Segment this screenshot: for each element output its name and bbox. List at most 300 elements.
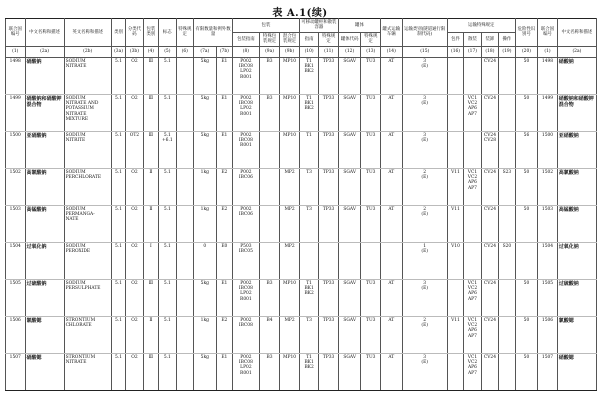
header-class: 类别 bbox=[111, 19, 125, 47]
cell-labels: 5.1 bbox=[159, 242, 176, 279]
cell-tank-code: SGAV bbox=[338, 205, 361, 242]
cell-special-pack: B3 bbox=[259, 279, 280, 316]
header-tank-special: 特殊规定 bbox=[361, 32, 381, 46]
column-number: (3a) bbox=[111, 46, 125, 57]
cell-vehicle: AT bbox=[381, 316, 403, 353]
cell-excepted-qty: E2 bbox=[216, 168, 232, 205]
cell-pt-instr: T1 bbox=[299, 131, 319, 168]
cell-transport-cat: 3 (E) bbox=[402, 57, 447, 94]
cell-cn-name-2: 硝酸钠 bbox=[557, 57, 596, 94]
cell-pt-instr: T3 bbox=[299, 168, 319, 205]
cell-bulk: VC1 VC2 AP6 AP7 bbox=[464, 94, 481, 131]
cell-class: 5.1 bbox=[111, 131, 125, 168]
cell-bulk: VC1 VC2 AP6 AP7 bbox=[464, 168, 481, 205]
cell-hazard-id: 50 bbox=[515, 57, 538, 94]
cell-excepted-qty: E1 bbox=[216, 94, 232, 131]
cell-loading: CV24 bbox=[481, 205, 498, 242]
cell-class-code: O2 bbox=[126, 353, 143, 390]
header-tanks: 罐体 bbox=[338, 19, 380, 33]
cell-packing-instr: P002 IBC08 LP02 R001 bbox=[233, 57, 260, 94]
cell-un-no-2: 1505 bbox=[538, 279, 558, 316]
header-vehicle: 罐式运输车辆 bbox=[381, 19, 403, 47]
cell-pack-group: Ⅱ bbox=[143, 205, 158, 242]
cell-pt-special: TP33 bbox=[319, 131, 339, 168]
cell-limited-qty: 5kg bbox=[194, 131, 217, 168]
cell-cn-name: 过氧化钠 bbox=[25, 242, 64, 279]
cell-class-code: O2 bbox=[126, 205, 143, 242]
cell-cn-name-2: 过硫酸钠 bbox=[557, 279, 596, 316]
column-number: (8) bbox=[233, 46, 260, 57]
cell-mixed-pack: MP10 bbox=[280, 57, 300, 94]
cell-class-code: O2 bbox=[126, 242, 143, 279]
column-number: (13) bbox=[361, 46, 381, 57]
cell-un-no-2: 1507 bbox=[538, 353, 558, 390]
column-number: (20) bbox=[515, 46, 538, 57]
column-number: (4) bbox=[143, 46, 158, 57]
cell-pt-instr bbox=[299, 242, 319, 279]
column-number: (2b) bbox=[64, 46, 111, 57]
column-number: (9b) bbox=[280, 46, 300, 57]
cell-pack-group: Ⅲ bbox=[143, 353, 158, 390]
cell-class: 5.1 bbox=[111, 316, 125, 353]
cell-mixed-pack: MP10 bbox=[280, 279, 300, 316]
cell-vehicle: AT bbox=[381, 57, 403, 94]
cell-pt-instr: T3 bbox=[299, 316, 319, 353]
cell-special-pack bbox=[259, 205, 280, 242]
cell-bulk: VC1 VC2 AP6 AP7 bbox=[464, 279, 481, 316]
cell-labels: 5.1 bbox=[159, 94, 176, 131]
column-number: (1) bbox=[538, 46, 558, 57]
cell-excepted-qty: E2 bbox=[216, 205, 232, 242]
header-limited-excepted: 有限数量和例外数量 bbox=[194, 19, 233, 47]
cell-excepted-qty: E1 bbox=[216, 131, 232, 168]
header-tank-code: 罐体代码 bbox=[338, 32, 361, 46]
cell-operation bbox=[499, 131, 515, 168]
header-special-provisions: 特殊规定 bbox=[176, 19, 193, 47]
cell-packages: V11 bbox=[447, 316, 463, 353]
cell-pack-group: Ⅱ bbox=[143, 168, 158, 205]
cell-un-no-2: 1500 bbox=[538, 131, 558, 168]
cell-hazard-id: 56 bbox=[515, 131, 538, 168]
cell-class-code: O2 bbox=[126, 94, 143, 131]
cell-tank-special: TU3 bbox=[361, 94, 381, 131]
cell-vehicle: AT bbox=[381, 168, 403, 205]
cell-mixed-pack: MP2 bbox=[280, 242, 300, 279]
header-un-no: 联合国编号 bbox=[6, 19, 26, 47]
cell-operation bbox=[499, 316, 515, 353]
cell-tank-code: SGAV bbox=[338, 94, 361, 131]
column-number: (19) bbox=[499, 46, 515, 57]
cell-loading: CV24 bbox=[481, 316, 498, 353]
cell-mixed-pack: MP10 bbox=[280, 353, 300, 390]
header-operation: 操作 bbox=[499, 32, 515, 46]
cell-special-pack bbox=[259, 131, 280, 168]
cell-cn-name-2: 高氯酸钠 bbox=[557, 168, 596, 205]
cell-cn-name-2: 亚硝酸钠 bbox=[557, 131, 596, 168]
column-number: (5) bbox=[159, 46, 176, 57]
cell-class-code: O2 bbox=[126, 57, 143, 94]
column-number: (15) bbox=[402, 46, 447, 57]
cell-pt-special: TP33 bbox=[319, 205, 339, 242]
table-row bbox=[6, 353, 597, 390]
cell-vehicle bbox=[381, 242, 403, 279]
cell-hazard-id: 50 bbox=[515, 205, 538, 242]
cell-packages bbox=[447, 57, 463, 94]
cell-vehicle: AT bbox=[381, 279, 403, 316]
cell-operation bbox=[499, 94, 515, 131]
dangerous-goods-table-wrapper bbox=[5, 18, 597, 391]
header-bulk: 散装 bbox=[464, 32, 481, 46]
cell-transport-cat: 3 (E) bbox=[402, 131, 447, 168]
cell-en-name: SODIUM PERCHLORATE bbox=[64, 168, 111, 205]
cell-packing-instr: P002 IBC08 LP02 R001 bbox=[233, 353, 260, 390]
header-pt-special: 特殊规定 bbox=[319, 32, 339, 46]
cell-cn-name: 高氯酸钠 bbox=[25, 168, 64, 205]
cell-packing-instr: P002 IBC08 LP02 R001 bbox=[233, 94, 260, 131]
cell-pt-special: TP33 bbox=[319, 353, 339, 390]
cell-class: 5.1 bbox=[111, 279, 125, 316]
column-number: (7b) bbox=[216, 46, 232, 57]
header-en-name: 英文名称和描述 bbox=[64, 19, 111, 47]
cell-pt-instr: T1 BK1 BK2 bbox=[299, 279, 319, 316]
header-packaging: 包装 bbox=[233, 19, 300, 33]
cell-class-code: OT2 bbox=[126, 131, 143, 168]
cell-tank-special: TU3 bbox=[361, 168, 381, 205]
cell-bulk bbox=[464, 131, 481, 168]
table-row bbox=[6, 279, 597, 316]
cell-packages: V10 bbox=[447, 242, 463, 279]
cell-bulk bbox=[464, 205, 481, 242]
cell-packing-instr: P002 IBC06 bbox=[233, 168, 260, 205]
cell-limited-qty: 0 bbox=[194, 242, 217, 279]
cell-hazard-id bbox=[515, 242, 538, 279]
cell-mixed-pack: MP10 bbox=[280, 131, 300, 168]
cell-excepted-qty: E1 bbox=[216, 279, 232, 316]
cell-loading: CV24 bbox=[481, 279, 498, 316]
cell-special-provisions bbox=[176, 316, 193, 353]
header-cn-name: 中文名称和描述 bbox=[25, 19, 64, 47]
header-cn-name-2: 中文名称和描述 bbox=[557, 19, 596, 47]
cell-cn-name: 过硫酸钠 bbox=[25, 279, 64, 316]
cell-loading: CV24 CV28 bbox=[481, 131, 498, 168]
cell-packages bbox=[447, 131, 463, 168]
cell-transport-cat: 2 (E) bbox=[402, 205, 447, 242]
cell-pt-special: TP33 bbox=[319, 168, 339, 205]
column-number: (9a) bbox=[259, 46, 280, 57]
cell-limited-qty: 1kg bbox=[194, 316, 217, 353]
header-pack-group: 包装类别 bbox=[143, 19, 158, 47]
cell-packing-instr: P002 IBC08 R001 bbox=[233, 131, 260, 168]
cell-un-no: 1503 bbox=[6, 205, 26, 242]
cell-tank-code: SGAV bbox=[338, 353, 361, 390]
cell-limited-qty: 5kg bbox=[194, 94, 217, 131]
cell-transport-cat: 2 (E) bbox=[402, 316, 447, 353]
header-row-1 bbox=[6, 19, 597, 33]
cell-cn-name-2: 硝酸钠和硝酸钾混合物 bbox=[557, 94, 596, 131]
column-number: (10) bbox=[299, 46, 319, 57]
cell-special-provisions bbox=[176, 57, 193, 94]
cell-bulk: VC1 VC2 AP6 AP7 bbox=[464, 316, 481, 353]
cell-pack-group: Ⅰ bbox=[143, 242, 158, 279]
table-row bbox=[6, 205, 597, 242]
cell-pt-special: TP33 bbox=[319, 316, 339, 353]
table-row bbox=[6, 316, 597, 353]
cell-pt-special: TP33 bbox=[319, 279, 339, 316]
cell-tank-code: SGAV bbox=[338, 316, 361, 353]
cell-excepted-qty: E1 bbox=[216, 57, 232, 94]
cell-pt-instr: T1 BK1 BK2 bbox=[299, 353, 319, 390]
header-labels: 标志 bbox=[159, 19, 176, 47]
column-number: (2a) bbox=[25, 46, 64, 57]
cell-loading: CV24 bbox=[481, 168, 498, 205]
cell-tank-special: TU3 bbox=[361, 57, 381, 94]
cell-un-no: 1505 bbox=[6, 279, 26, 316]
cell-hazard-id: 50 bbox=[515, 316, 538, 353]
cell-special-pack: B4 bbox=[259, 316, 280, 353]
cell-transport-cat: 3 (E) bbox=[402, 279, 447, 316]
cell-pack-group: Ⅲ bbox=[143, 57, 158, 94]
cell-labels: 5.1 bbox=[159, 57, 176, 94]
cell-en-name: SODIUM PEROXIDE bbox=[64, 242, 111, 279]
cell-mixed-pack: MP2 bbox=[280, 316, 300, 353]
cell-packages: V11 bbox=[447, 205, 463, 242]
cell-special-pack bbox=[259, 242, 280, 279]
column-number: (6) bbox=[176, 46, 193, 57]
table-row bbox=[6, 168, 597, 205]
header-transport-cat: 运输类别(隧道通行限制代码) bbox=[402, 19, 447, 47]
header-mixed-pack: 混合包装规定 bbox=[280, 32, 300, 46]
cell-limited-qty: 5kg bbox=[194, 57, 217, 94]
cell-un-no: 1506 bbox=[6, 316, 26, 353]
cell-tank-code: SGAV bbox=[338, 279, 361, 316]
cell-un-no: 1502 bbox=[6, 168, 26, 205]
cell-hazard-id: 50 bbox=[515, 353, 538, 390]
cell-hazard-id: 50 bbox=[515, 279, 538, 316]
cell-cn-name: 硝酸钠 bbox=[25, 57, 64, 94]
cell-cn-name: 氯酸锶 bbox=[25, 316, 64, 353]
table-row bbox=[6, 242, 597, 279]
cell-un-no-2: 1503 bbox=[538, 205, 558, 242]
cell-tank-special: TU3 bbox=[361, 279, 381, 316]
cell-en-name: SODIUM NITRATE AND POTASSIUM NITRATE MIXTURE bbox=[64, 94, 111, 131]
cell-loading: CV24 bbox=[481, 242, 498, 279]
column-number: (14) bbox=[381, 46, 403, 57]
cell-un-no: 1507 bbox=[6, 353, 26, 390]
cell-tank-code: SGAV bbox=[338, 57, 361, 94]
header-hazard-id: 危险性识别号 bbox=[515, 19, 538, 47]
cell-tank-code: SGAV bbox=[338, 131, 361, 168]
cell-special-pack: B3 bbox=[259, 353, 280, 390]
cell-pt-instr: T1 BK1 BK2 bbox=[299, 57, 319, 94]
cell-tank-special: TU3 bbox=[361, 205, 381, 242]
cell-class: 5.1 bbox=[111, 205, 125, 242]
cell-packages bbox=[447, 94, 463, 131]
cell-bulk bbox=[464, 57, 481, 94]
header-pt-instr: 指南 bbox=[299, 32, 319, 46]
cell-tank-special: TU3 bbox=[361, 316, 381, 353]
cell-mixed-pack: MP2 bbox=[280, 205, 300, 242]
cell-operation bbox=[499, 57, 515, 94]
cell-special-provisions bbox=[176, 353, 193, 390]
cell-en-name: SODIUM NITRATE bbox=[64, 57, 111, 94]
dangerous-goods-table bbox=[5, 18, 597, 391]
cell-pack-group: Ⅲ bbox=[143, 131, 158, 168]
cell-un-no: 1500 bbox=[6, 131, 26, 168]
column-number: (2a) bbox=[557, 46, 596, 57]
cell-operation: S20 bbox=[499, 242, 515, 279]
header-portable-tanks: 可移动罐柜和散装容器 bbox=[301, 20, 337, 31]
cell-special-provisions bbox=[176, 168, 193, 205]
cell-excepted-qty: E1 bbox=[216, 353, 232, 390]
cell-tank-special: TU3 bbox=[361, 131, 381, 168]
cell-excepted-qty: E0 bbox=[216, 242, 232, 279]
cell-vehicle: AT bbox=[381, 353, 403, 390]
cell-packing-instr: P002 IBC08 bbox=[233, 316, 260, 353]
cell-special-provisions bbox=[176, 131, 193, 168]
cell-labels: 5.1 bbox=[159, 168, 176, 205]
cell-special-pack: B3 bbox=[259, 57, 280, 94]
cell-cn-name: 硝酸锶 bbox=[25, 353, 64, 390]
table-title: 表 A.1(续) bbox=[272, 8, 328, 19]
cell-cn-name-2: 高锰酸钠 bbox=[557, 205, 596, 242]
cell-pt-special: TP33 bbox=[319, 57, 339, 94]
cell-special-provisions bbox=[176, 205, 193, 242]
cell-pt-special: TP33 bbox=[319, 94, 339, 131]
cell-limited-qty: 5kg bbox=[194, 279, 217, 316]
cell-labels: 5.1 bbox=[159, 279, 176, 316]
cell-class: 5.1 bbox=[111, 353, 125, 390]
column-number: (17) bbox=[464, 46, 481, 57]
cell-en-name: SODIUM PERMANGA- NATE bbox=[64, 205, 111, 242]
header-class-code: 分类代码 bbox=[126, 19, 143, 47]
cell-labels: 5.1 bbox=[159, 316, 176, 353]
column-number: (18) bbox=[481, 46, 498, 57]
cell-vehicle: AT bbox=[381, 94, 403, 131]
cell-un-no: 1498 bbox=[6, 57, 26, 94]
cell-operation: S23 bbox=[499, 168, 515, 205]
cell-cn-name-2: 硝酸锶 bbox=[557, 353, 596, 390]
cell-operation bbox=[499, 205, 515, 242]
cell-tank-special bbox=[361, 242, 381, 279]
cell-packing-instr: P503 IBC05 bbox=[233, 242, 260, 279]
table-row bbox=[6, 94, 597, 131]
cell-cn-name-2: 过氧化钠 bbox=[557, 242, 596, 279]
cell-excepted-qty: E2 bbox=[216, 316, 232, 353]
column-number: (3b) bbox=[126, 46, 143, 57]
cell-labels: 5.1 bbox=[159, 353, 176, 390]
column-number-row bbox=[6, 46, 597, 57]
cell-cn-name: 亚硝酸钠 bbox=[25, 131, 64, 168]
cell-special-provisions bbox=[176, 279, 193, 316]
cell-packing-instr: P002 IBC06 bbox=[233, 205, 260, 242]
cell-hazard-id: 50 bbox=[515, 168, 538, 205]
cell-cn-name: 硝酸钠和硝酸钾混合物 bbox=[25, 94, 64, 131]
cell-class: 5.1 bbox=[111, 57, 125, 94]
cell-limited-qty: 1kg bbox=[194, 168, 217, 205]
cell-loading: CV24 bbox=[481, 353, 498, 390]
cell-mixed-pack: MP10 bbox=[280, 94, 300, 131]
cell-bulk: VC1 VC2 AP6 AP7 bbox=[464, 353, 481, 390]
cell-class: 5.1 bbox=[111, 94, 125, 131]
cell-special-provisions bbox=[176, 242, 193, 279]
cell-loading: CV24 bbox=[481, 94, 498, 131]
cell-labels: 5.1 bbox=[159, 205, 176, 242]
cell-en-name: SODIUM PERSULPHATE bbox=[64, 279, 111, 316]
cell-pack-group: Ⅲ bbox=[143, 279, 158, 316]
cell-operation bbox=[499, 353, 515, 390]
cell-packages bbox=[447, 279, 463, 316]
cell-pack-group: Ⅱ bbox=[143, 316, 158, 353]
column-number: (16) bbox=[447, 46, 463, 57]
cell-en-name: STRONTIUM NITRATE bbox=[64, 353, 111, 390]
cell-transport-cat: 3 (E) bbox=[402, 353, 447, 390]
cell-transport-cat: 1 (E) bbox=[402, 242, 447, 279]
cell-pt-instr: T1 BK1 BK2 bbox=[299, 94, 319, 131]
header-transport-special: 运输特殊规定 bbox=[447, 19, 515, 33]
cell-un-no-2: 1502 bbox=[538, 168, 558, 205]
cell-bulk bbox=[464, 242, 481, 279]
cell-tank-special: TU3 bbox=[361, 353, 381, 390]
cell-special-pack: B3 bbox=[259, 94, 280, 131]
cell-tank-code bbox=[338, 242, 361, 279]
column-number: (11) bbox=[319, 46, 339, 57]
cell-class: 5.1 bbox=[111, 242, 125, 279]
cell-mixed-pack: MP2 bbox=[280, 168, 300, 205]
cell-loading: CV24 bbox=[481, 57, 498, 94]
cell-operation bbox=[499, 279, 515, 316]
cell-transport-cat: 2 (E) bbox=[402, 168, 447, 205]
cell-hazard-id: 50 bbox=[515, 94, 538, 131]
header-special-pack: 特殊包装规定 bbox=[259, 32, 280, 46]
cell-class: 5.1 bbox=[111, 168, 125, 205]
column-number: (1) bbox=[6, 46, 26, 57]
cell-pt-special bbox=[319, 242, 339, 279]
cell-limited-qty: 1kg bbox=[194, 205, 217, 242]
cell-packing-instr: P002 IBC08 LP02 R001 bbox=[233, 279, 260, 316]
cell-un-no-2: 1498 bbox=[538, 57, 558, 94]
header-un-no-2: 联合国编号 bbox=[538, 19, 558, 47]
cell-special-provisions bbox=[176, 94, 193, 131]
table-row bbox=[6, 57, 597, 94]
cell-pack-group: Ⅲ bbox=[143, 94, 158, 131]
cell-vehicle: AT bbox=[381, 205, 403, 242]
cell-un-no: 1504 bbox=[6, 242, 26, 279]
cell-transport-cat: 3 (E) bbox=[402, 94, 447, 131]
header-packages: 包件 bbox=[447, 32, 463, 46]
cell-un-no-2: 1499 bbox=[538, 94, 558, 131]
cell-un-no: 1499 bbox=[6, 94, 26, 131]
column-number: (7a) bbox=[194, 46, 217, 57]
cell-class-code: O2 bbox=[126, 279, 143, 316]
column-number: (12) bbox=[338, 46, 361, 57]
cell-labels: 5.1 +6.1 bbox=[159, 131, 176, 168]
cell-un-no-2: 1506 bbox=[538, 316, 558, 353]
table-body bbox=[6, 57, 597, 390]
cell-limited-qty: 5kg bbox=[194, 353, 217, 390]
cell-class-code: O2 bbox=[126, 316, 143, 353]
table-row bbox=[6, 131, 597, 168]
cell-pt-instr: T3 bbox=[299, 205, 319, 242]
cell-tank-code: SGAV bbox=[338, 168, 361, 205]
cell-class-code: O2 bbox=[126, 168, 143, 205]
cell-packages: V11 bbox=[447, 168, 463, 205]
cell-un-no-2: 1504 bbox=[538, 242, 558, 279]
cell-cn-name-2: 氯酸锶 bbox=[557, 316, 596, 353]
cell-en-name: STRONTIUM CHLORATE bbox=[64, 316, 111, 353]
cell-packages bbox=[447, 353, 463, 390]
cell-vehicle: AT bbox=[381, 131, 403, 168]
cell-cn-name: 高锰酸钠 bbox=[25, 205, 64, 242]
